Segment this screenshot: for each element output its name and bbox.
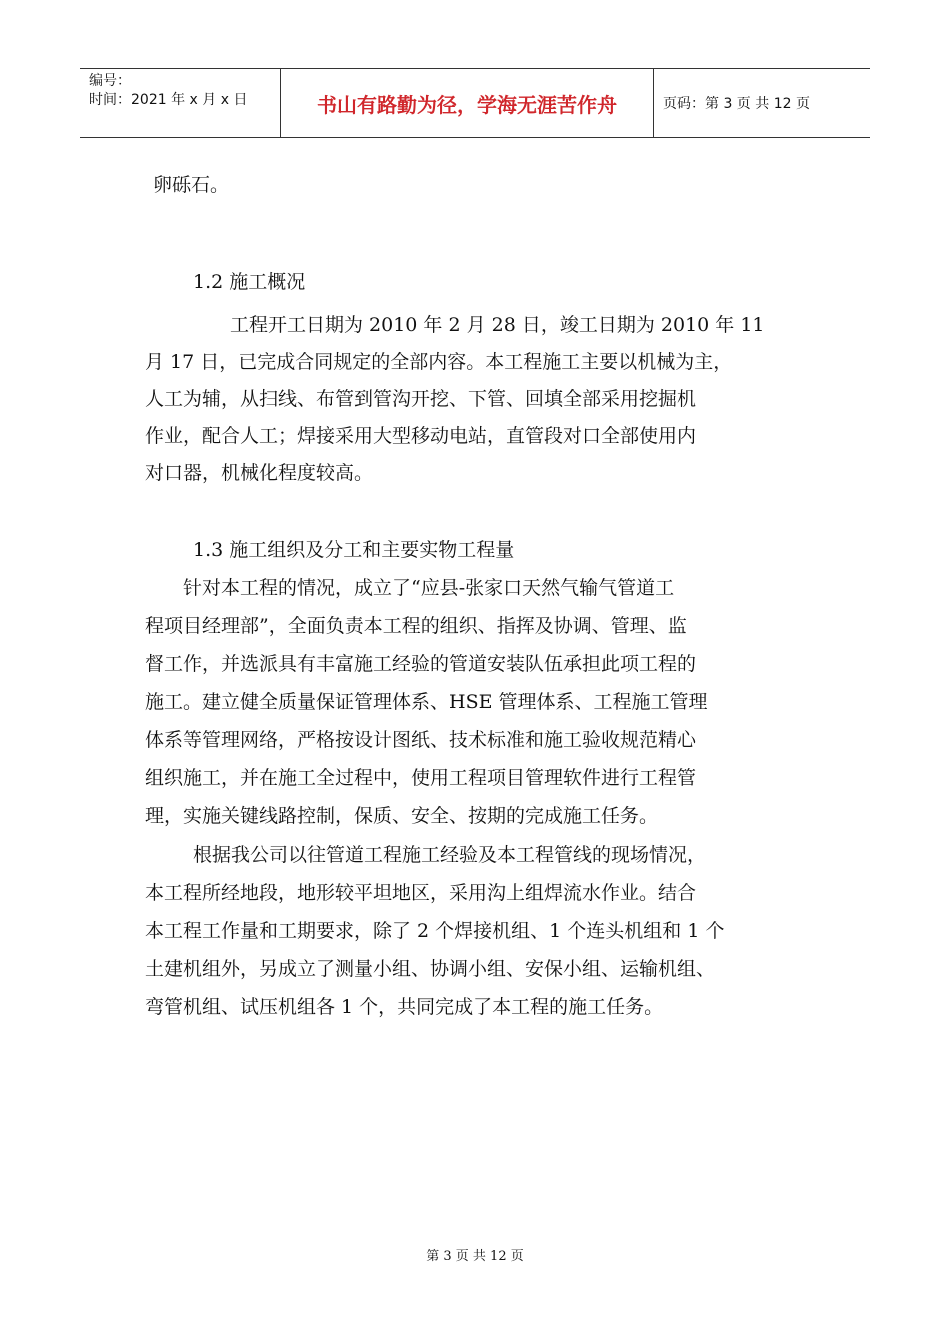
paragraph-line: 对口器，机械化程度较高。 <box>145 462 374 484</box>
paragraph-line: 弯管机组、试压机组各 1 个，共同完成了本工程的施工任务。 <box>145 996 664 1018</box>
document-time-label: 时间：2021 年 x 月 x 日 <box>89 92 248 108</box>
paragraph-line: 组织施工，并在施工全过程中，使用工程项目管理软件进行工程管 <box>145 767 697 789</box>
paragraph-line: 程项目经理部”，全面负责本工程的组织、指挥及协调、管理、监 <box>145 615 687 637</box>
paragraph-line: 土建机组外，另成立了测量小组、协调小组、安保小组、运输机组、 <box>145 958 716 980</box>
header-meta <box>80 69 281 137</box>
paragraph-line: 工程开工日期为 2010 年 2 月 28 日，竣工日期为 2010 年 11 <box>230 314 765 336</box>
paragraph-line: 施工。建立健全质量保证管理体系、HSE 管理体系、工程施工管理 <box>145 691 708 713</box>
section-heading-1-2: 1.2 施工概况 <box>193 271 306 293</box>
paragraph-line: 人工为辅，从扫线、布管到管沟开挖、下管、回填全部采用挖掘机 <box>145 388 697 410</box>
paragraph-line: 作业，配合人工；焊接采用大型移动电站，直管段对口全部使用内 <box>145 425 697 447</box>
page-header <box>80 68 870 138</box>
paragraph-line: 本工程工作量和工期要求，除了 2 个焊接机组、1 个连头机组和 1 个 <box>145 920 725 942</box>
paragraph-line: 月 17 日，已完成合同规定的全部内容。本工程施工主要以机械为主， <box>145 351 733 373</box>
paragraph-line: 体系等管理网络，严格按设计图纸、技术标准和施工验收规范精心 <box>145 729 697 751</box>
document-number-label: 编号： <box>89 73 131 89</box>
paragraph-line: 理，实施关键线路控制，保质、安全、按期的完成施工任务。 <box>145 805 659 827</box>
paragraph-line: 本工程所经地段，地形较平坦地区，采用沟上组焊流水作业。结合 <box>145 882 697 904</box>
body-text-line: 卵砾石。 <box>153 174 230 196</box>
paragraph-line: 督工作，并选派具有丰富施工经验的管道安装队伍承担此项工程的 <box>145 653 697 675</box>
page-footer: 第 3 页 共 12 页 <box>426 1249 524 1264</box>
paragraph-line: 根据我公司以往管道工程施工经验及本工程管线的现场情况， <box>193 844 707 866</box>
paragraph-line: 针对本工程的情况，成立了“应县-张家口天然气输气管道工 <box>183 577 675 599</box>
section-heading-1-3: 1.3 施工组织及分工和主要实物工程量 <box>193 539 515 561</box>
header-motto: 书山有路勤为径，学海无涯苦作舟 <box>281 69 654 137</box>
header-page-info: 页码：第 3 页 共 12 页 <box>663 96 810 112</box>
